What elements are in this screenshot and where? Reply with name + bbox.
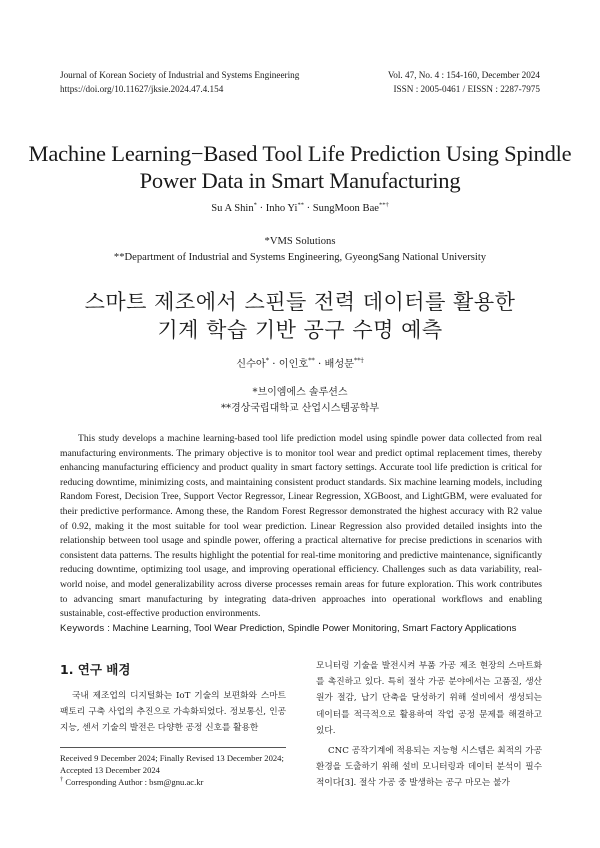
korean-title-line-1: 스마트 제조에서 스핀들 전력 데이터를 활용한 (84, 290, 516, 314)
korean-title (0, 288, 600, 344)
korean-affiliations (0, 385, 600, 417)
keywords-list: Machine Learning, Tool Wear Prediction, Spindle Power Monitoring, Smart Factory Applications (112, 623, 517, 634)
korean-authors (0, 355, 600, 370)
author-2-mark: ** (297, 201, 304, 209)
korean-affiliation-2: **경상국립대학교 산업시스템공학부 (220, 403, 380, 414)
korean-author-3-name: 배성문 (324, 359, 355, 370)
abstract: This study develops a machine learning-based tool life prediction model using spindle power data collected from real manufacturing environments. The primary objective is to monitor tool wear and predict optimal replacement times, thereby enhancing manufacturing efficiency and product quality in smart factory settings. Accurate tool life prediction is critical for reducing downtime, minimizing costs, and maintaining consistent product standards. Six machine learning models, including Random Forest, Decision Tree, Support Vector Regressor, Linear Regression, XGBoost, and LightGBM, were evaluated for their predictive performance. Among these, the Random Forest Regressor demonstrated the highest accuracy with R2 value of 0.92, making it the most suitable for tool wear prediction. Linear Regression also provided detailed insights into the relationship between tool usage and spindle power, offering a practical alternative for precise predictions in scenarios with consistent data patterns. The results highlight the potential for real-time monitoring and predictive maintenance, significantly reducing downtime, optimizing tool usage, and improving operational efficiency. Challenges such as data variability, real-world noise, and model generalizability across diverse processes remain areas for future exploration. This work contributes to advancing smart manufacturing by integrating data-driven approaches into operational workflows and enabling sustainable, cost-effective production environments. (60, 433, 542, 620)
corresponding-author-text: Corresponding Author : bsm@gnu.ac.kr (63, 777, 204, 788)
section-heading: 1. 연구 배경 (60, 662, 131, 677)
english-title (0, 140, 600, 194)
received-date: Received 9 December 2024; Finally Revised 13 December 2024; (60, 752, 284, 763)
korean-author-1-mark: * (265, 356, 270, 365)
author-separator: · (314, 359, 325, 370)
english-authors (0, 203, 600, 214)
korean-author-2-mark: ** (308, 356, 315, 365)
corresponding-mark: † (60, 776, 64, 784)
footnote-divider (60, 747, 286, 748)
running-header-left (60, 68, 299, 96)
author-separator: · (256, 203, 266, 214)
author-3-mark: **† (378, 201, 389, 209)
author-separator: · (269, 359, 279, 370)
body-paragraph: 국내 제조업의 디지털화는 IoT 기술의 보편화와 스마트 팩토리 구축 사업의 추진으로 가속화되었다. 정보통신, 인공지능, 센서 기술의 발전은 다양한 공정 신호를 활용한 (60, 691, 286, 734)
accepted-date: Accepted 13 December 2024 (60, 765, 160, 776)
english-title-line-2: Power Data in Smart Manufacturing (139, 168, 461, 193)
body-paragraph: CNC 공작기계에 적용되는 지능형 시스템은 최적의 가공 환경을 도출하기 위해 설비 모니터링과 데이터 분석이 필수적이다[3]. 절삭 가공 중 발생하는 공구 마모는 불가 (316, 746, 542, 789)
korean-title-line-2: 기계 학습 기반 공구 수명 예측 (157, 318, 443, 342)
korean-author-1-name: 신수아 (236, 359, 266, 370)
journal-name: Journal of Korean Society of Industrial and Systems Engineering (60, 70, 300, 80)
korean-affiliation-1: *브이엠에스 솔루션스 (252, 387, 348, 398)
doi-link[interactable]: https://doi.org/10.11627/jksie.2024.47.4.154 (60, 84, 224, 94)
corresponding-author (60, 776, 286, 788)
keywords-separator: : (104, 623, 113, 634)
keywords-label: Keywords (60, 623, 105, 634)
affiliation-2: **Department of Industrial and Systems Engineering, GyeongSang National University (113, 252, 487, 263)
english-title-line-1: Machine Learning−Based Tool Life Prediction Using Spindle (28, 141, 572, 166)
english-affiliations (0, 234, 600, 266)
author-1-name: Su A Shin (211, 203, 254, 214)
right-column (316, 658, 542, 792)
issn-info: ISSN : 2005-0461 / EISSN : 2287-7975 (393, 84, 540, 94)
author-1-mark: * (253, 201, 257, 209)
volume-info: Vol. 47, No. 4 : 154-160, December 2024 (387, 70, 540, 80)
author-3-name: SungMoon Bae (312, 203, 379, 214)
affiliation-1: *VMS Solutions (264, 236, 336, 247)
author-2-name: Inho Yi (265, 203, 298, 214)
keywords (60, 622, 542, 636)
korean-author-2-name: 이인호 (278, 359, 309, 370)
author-separator: · (303, 203, 313, 214)
left-column (60, 658, 286, 789)
footnotes (60, 752, 286, 789)
running-header-right (388, 68, 540, 96)
korean-author-3-mark: **† (354, 356, 364, 365)
body-paragraph: 모니터링 기술을 발전시켜 부품 가공 제조 현장의 스마트화를 촉진하고 있다. 특히 절삭 가공 분야에서는 고품질, 생산원가 절감, 납기 단축을 달성하기 위해 설비에서 생성되는 데이터를 적극적으로 활용하여 작업 공정 문제를 해결하고 있다. (316, 661, 542, 736)
